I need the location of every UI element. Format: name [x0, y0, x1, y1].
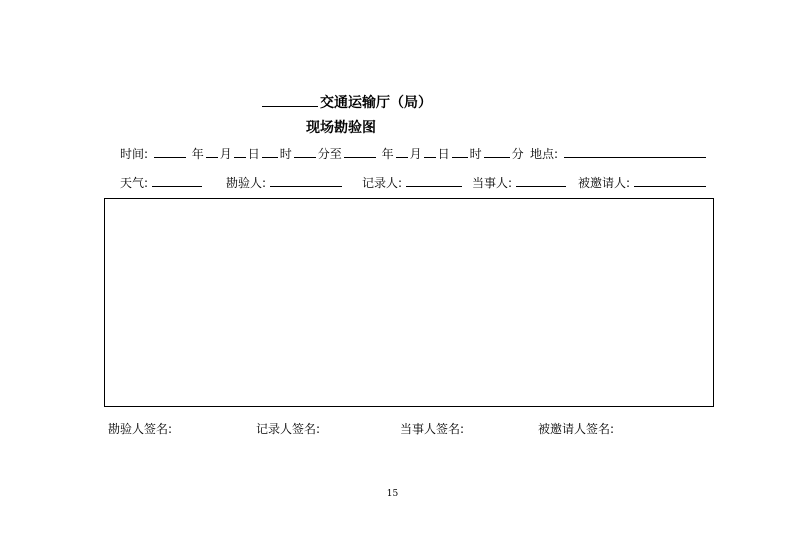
weather-field [120, 174, 204, 191]
form-title: 现场勘验图 [306, 120, 376, 136]
party-blank[interactable] [516, 174, 566, 187]
invitee-signature-label: 被邀请人签名: [538, 422, 615, 436]
day2-label: 日 [437, 147, 450, 161]
agency-suffix: 交通运输厅（局） [320, 95, 432, 111]
location-label: 地点: [530, 147, 559, 161]
party-label: 当事人: [472, 176, 513, 190]
day-label: 日 [247, 147, 260, 161]
time-location-row [120, 145, 524, 162]
end-minute-blank[interactable] [484, 145, 510, 158]
location-blank[interactable] [564, 145, 706, 158]
start-hour-blank[interactable] [262, 145, 278, 158]
recorder-signature-label: 记录人签名: [256, 422, 321, 436]
month-label: 月 [219, 147, 232, 161]
invitee-blank[interactable] [634, 174, 706, 187]
start-year-blank[interactable] [154, 145, 186, 158]
agency-name-blank[interactable] [262, 94, 318, 107]
start-month-blank[interactable] [206, 145, 218, 158]
inspector-blank[interactable] [270, 174, 342, 187]
sketch-drawing-area[interactable] [104, 198, 714, 407]
inspector-field [226, 174, 344, 191]
minute-to-label: 分至 [317, 147, 342, 161]
end-year-blank[interactable] [344, 145, 376, 158]
page-number: 15 [386, 489, 399, 499]
inspector-label: 勘验人: [226, 176, 267, 190]
recorder-blank[interactable] [406, 174, 462, 187]
start-day-blank[interactable] [234, 145, 246, 158]
location-field [530, 145, 708, 162]
end-month-blank[interactable] [396, 145, 408, 158]
weather-label: 天气: [120, 176, 149, 190]
end-hour-blank[interactable] [452, 145, 468, 158]
start-minute-blank[interactable] [294, 145, 316, 158]
party-field [472, 174, 568, 191]
hour-label: 时 [279, 147, 292, 161]
hour2-label: 时 [469, 147, 482, 161]
year2-label: 年 [381, 147, 394, 161]
weather-blank[interactable] [152, 174, 202, 187]
month2-label: 月 [409, 147, 422, 161]
recorder-label: 记录人: [362, 176, 403, 190]
minute2-label: 分 [511, 147, 524, 161]
inspector-signature-label: 勘验人签名: [108, 422, 173, 436]
time-label: 时间: [120, 147, 149, 161]
party-signature-label: 当事人签名: [400, 422, 465, 436]
agency-heading [262, 94, 432, 112]
invitee-label: 被邀请人: [578, 176, 631, 190]
end-day-blank[interactable] [424, 145, 436, 158]
year-label: 年 [191, 147, 204, 161]
recorder-field [362, 174, 464, 191]
invitee-field [578, 174, 708, 191]
